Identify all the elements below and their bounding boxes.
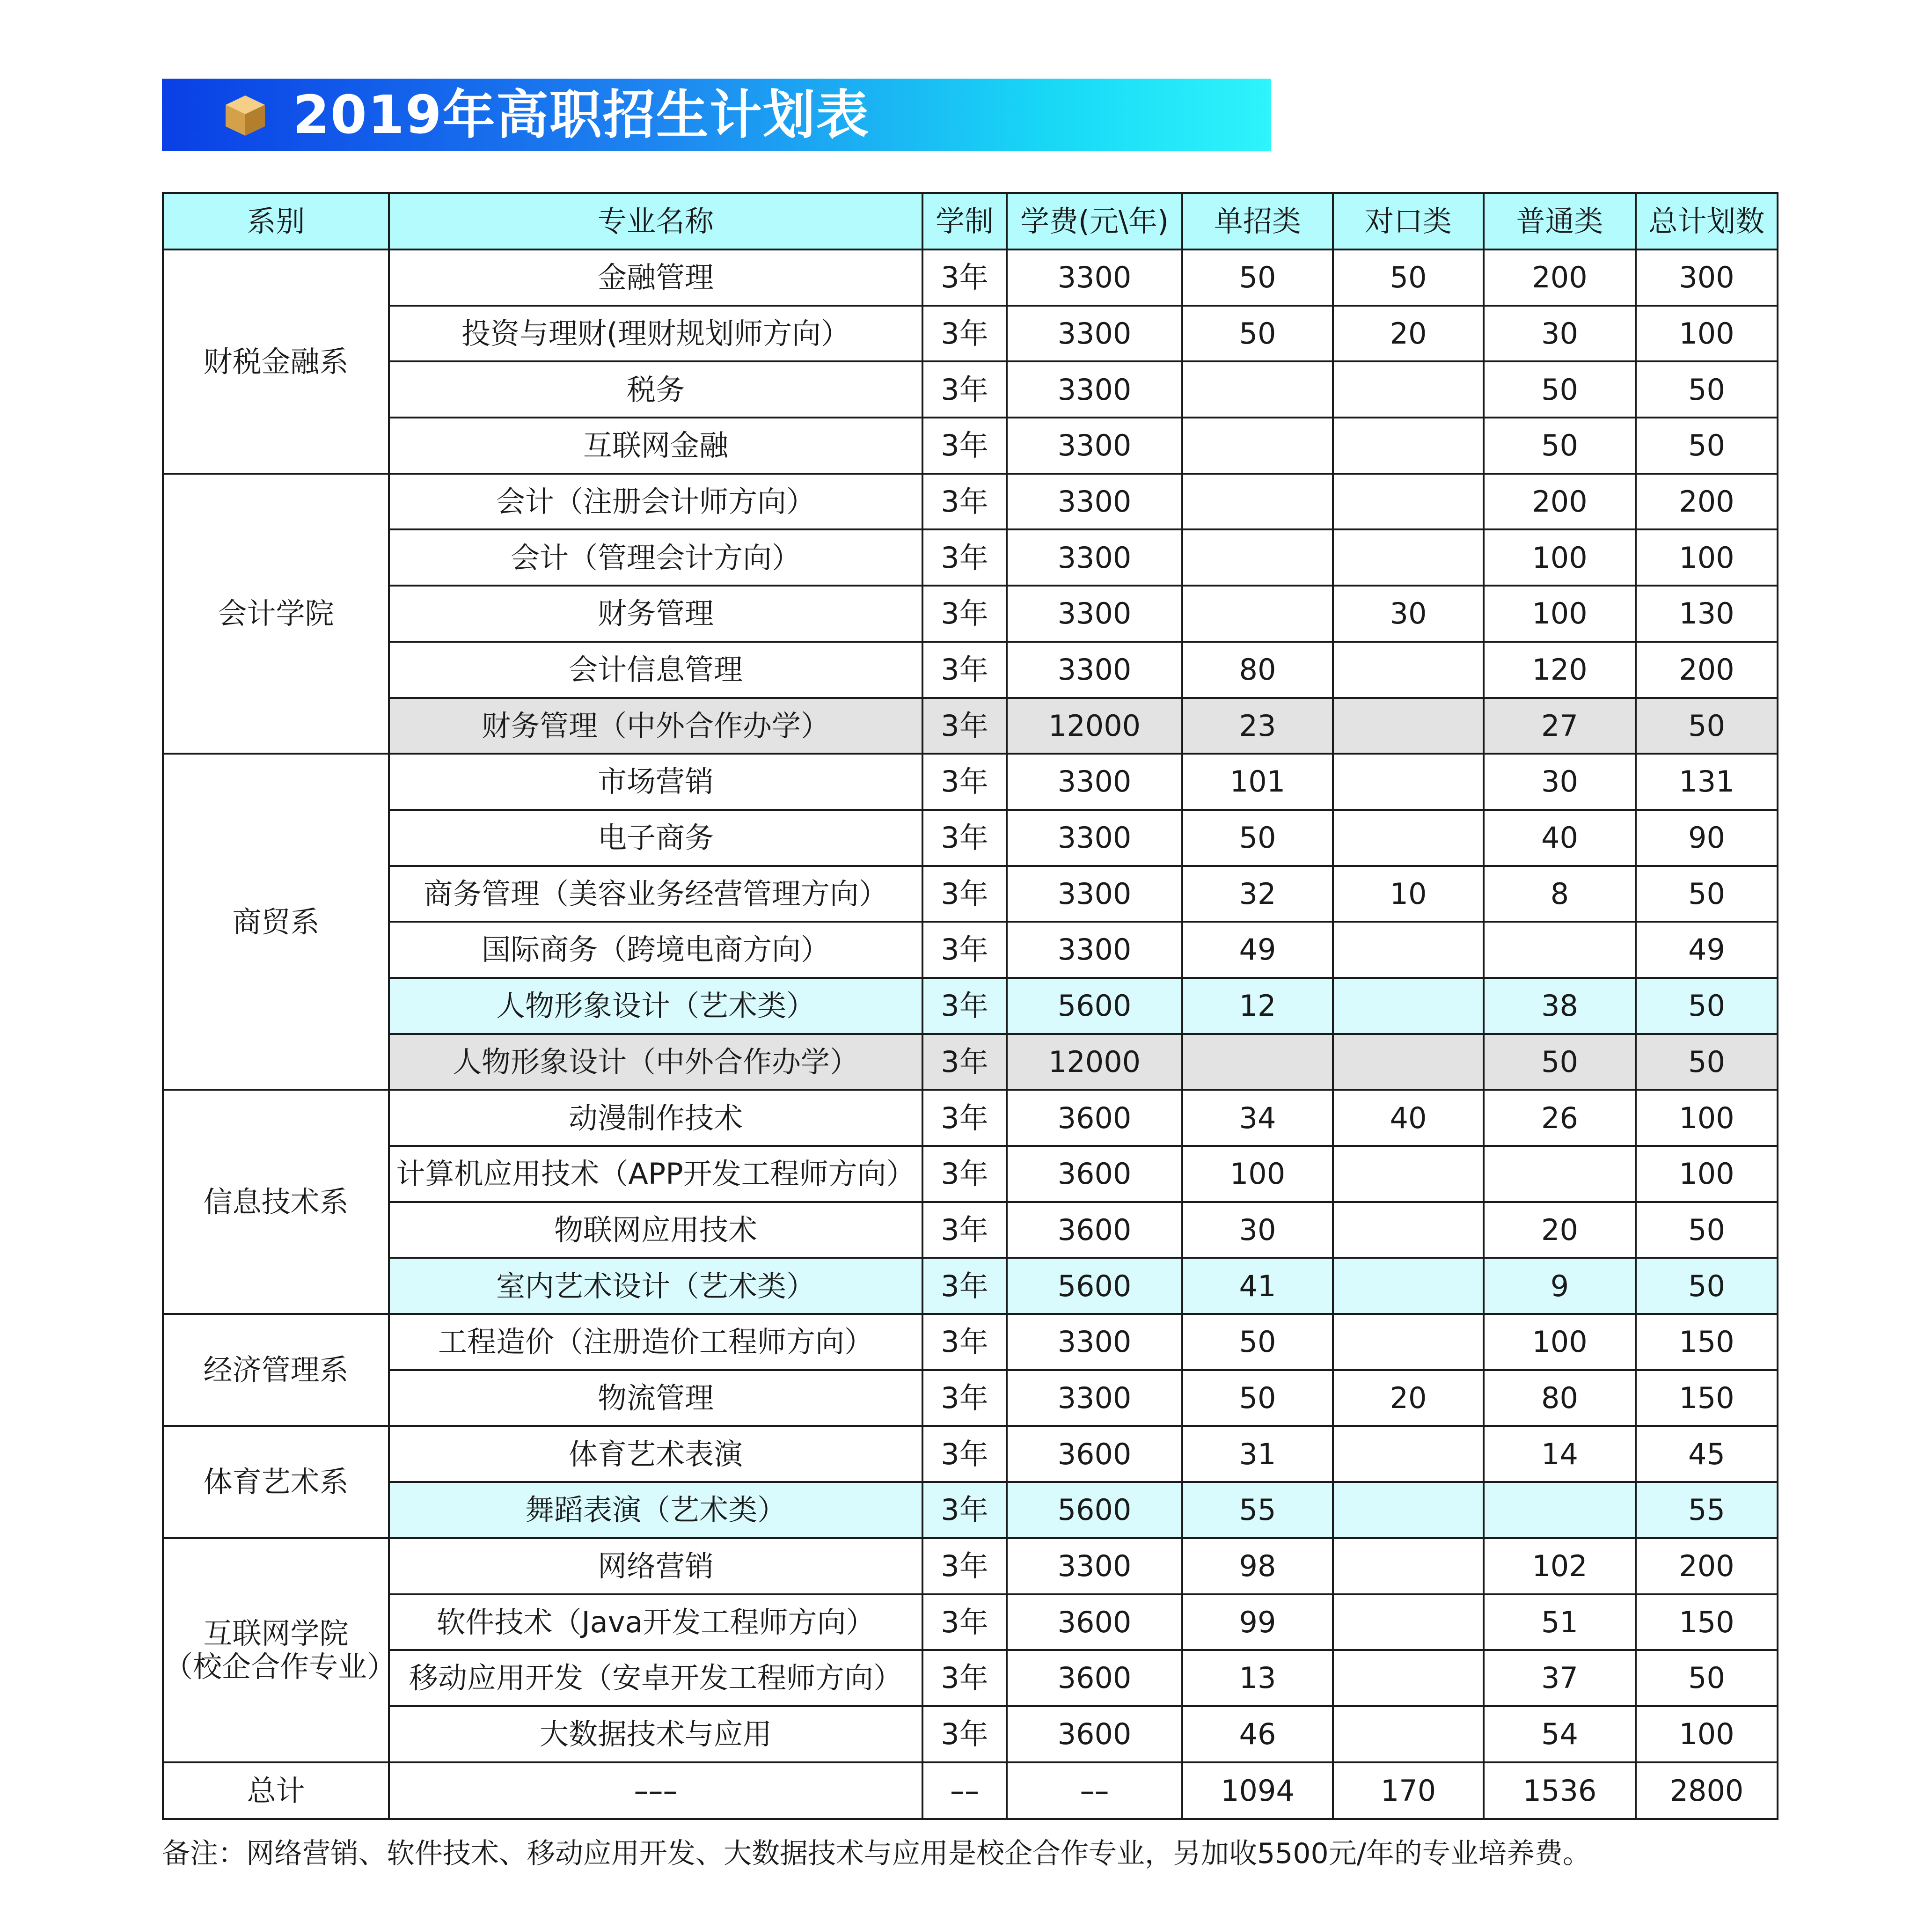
tuition-cell: 3300 [1007, 249, 1182, 306]
duration-cell: 3年 [922, 1538, 1007, 1594]
tuition-cell: 3600 [1007, 1594, 1182, 1650]
duration-cell: 3年 [922, 306, 1007, 362]
table-row [163, 1314, 1778, 1370]
single-enroll-cell: 34 [1182, 1090, 1333, 1146]
vocational-cell [1333, 642, 1484, 698]
major-name-cell: 会计（管理会计方向） [389, 529, 922, 586]
table-row [163, 1370, 1778, 1426]
vocational-cell [1333, 1202, 1484, 1258]
table-row [163, 1426, 1778, 1482]
major-name-cell: 投资与理财(理财规划师方向） [389, 306, 922, 362]
total-plan-cell: 100 [1636, 1706, 1778, 1762]
major-name-cell: 工程造价（注册造价工程师方向） [389, 1314, 922, 1370]
tuition-cell: 3300 [1007, 922, 1182, 978]
vocational-cell [1333, 474, 1484, 530]
single-enroll-cell [1182, 586, 1333, 642]
vocational-cell [1333, 754, 1484, 810]
major-name-cell: 财务管理（中外合作办学） [389, 698, 922, 754]
duration-cell: 3年 [922, 1146, 1007, 1202]
table-row [163, 361, 1778, 418]
totals-years-cell: –– [922, 1762, 1007, 1819]
major-name-cell: 金融管理 [389, 249, 922, 306]
major-name-cell: 舞蹈表演（艺术类） [389, 1482, 922, 1538]
vocational-cell: 50 [1333, 249, 1484, 306]
table-row [163, 474, 1778, 530]
vocational-cell [1333, 810, 1484, 866]
total-plan-cell: 50 [1636, 698, 1778, 754]
vocational-cell: 30 [1333, 586, 1484, 642]
total-plan-cell: 55 [1636, 1482, 1778, 1538]
major-name-cell: 人物形象设计（中外合作办学） [389, 1034, 922, 1090]
general-cell: 120 [1484, 642, 1636, 698]
vocational-cell [1333, 1706, 1484, 1762]
department-name: 互联网学院 [203, 1616, 349, 1650]
header-total-plan: 总计划数 [1636, 193, 1778, 249]
general-cell [1484, 922, 1636, 978]
tuition-cell: 3300 [1007, 418, 1182, 474]
vocational-cell [1333, 1258, 1484, 1314]
single-enroll-cell: 50 [1182, 1314, 1333, 1370]
totals-fee-cell: –– [1007, 1762, 1182, 1819]
tuition-cell: 3600 [1007, 1090, 1182, 1146]
header-row [163, 193, 1778, 249]
major-name-cell: 动漫制作技术 [389, 1090, 922, 1146]
tuition-cell: 5600 [1007, 1258, 1182, 1314]
duration-cell: 3年 [922, 361, 1007, 418]
duration-cell: 3年 [922, 1482, 1007, 1538]
general-cell: 40 [1484, 810, 1636, 866]
total-plan-cell: 130 [1636, 586, 1778, 642]
single-enroll-cell [1182, 418, 1333, 474]
table-row [163, 1146, 1778, 1202]
single-enroll-cell: 41 [1182, 1258, 1333, 1314]
total-plan-cell: 50 [1636, 418, 1778, 474]
single-enroll-cell: 99 [1182, 1594, 1333, 1650]
tuition-cell: 3300 [1007, 1538, 1182, 1594]
total-plan-cell: 100 [1636, 1146, 1778, 1202]
major-name-cell: 会计信息管理 [389, 642, 922, 698]
major-name-cell: 物流管理 [389, 1370, 922, 1426]
general-cell: 37 [1484, 1650, 1636, 1706]
header-single-enroll: 单招类 [1182, 193, 1333, 249]
vocational-cell: 40 [1333, 1090, 1484, 1146]
single-enroll-cell: 101 [1182, 754, 1333, 810]
duration-cell: 3年 [922, 642, 1007, 698]
major-name-cell: 大数据技术与应用 [389, 1706, 922, 1762]
general-cell: 30 [1484, 306, 1636, 362]
tuition-cell: 3300 [1007, 1314, 1182, 1370]
duration-cell: 3年 [922, 586, 1007, 642]
general-cell: 80 [1484, 1370, 1636, 1426]
single-enroll-cell: 13 [1182, 1650, 1333, 1706]
general-cell: 38 [1484, 978, 1636, 1034]
vocational-cell [1333, 1034, 1484, 1090]
tuition-cell: 12000 [1007, 1034, 1182, 1090]
single-enroll-cell [1182, 1034, 1333, 1090]
department-cell [163, 1426, 389, 1538]
total-plan-cell: 200 [1636, 642, 1778, 698]
general-cell: 50 [1484, 1034, 1636, 1090]
duration-cell: 3年 [922, 1594, 1007, 1650]
single-enroll-cell: 31 [1182, 1426, 1333, 1482]
single-enroll-cell: 55 [1182, 1482, 1333, 1538]
title-banner [162, 79, 1271, 151]
vocational-cell: 20 [1333, 1370, 1484, 1426]
table-row [163, 1482, 1778, 1538]
department-cell [163, 1090, 389, 1314]
major-name-cell: 商务管理（美容业务经营管理方向） [389, 866, 922, 922]
general-cell: 14 [1484, 1426, 1636, 1482]
total-plan-cell: 45 [1636, 1426, 1778, 1482]
duration-cell: 3年 [922, 810, 1007, 866]
duration-cell: 3年 [922, 1034, 1007, 1090]
department-cell [163, 1538, 396, 1762]
header-department: 系别 [163, 193, 389, 249]
duration-cell: 3年 [922, 418, 1007, 474]
totals-row [163, 1762, 1778, 1819]
department-name: 会计学院 [218, 596, 334, 631]
total-plan-cell: 300 [1636, 249, 1778, 306]
vocational-cell: 20 [1333, 306, 1484, 362]
total-plan-cell: 50 [1636, 978, 1778, 1034]
table-row [163, 1706, 1778, 1762]
totals-total-cell: 2800 [1636, 1762, 1778, 1819]
vocational-cell [1333, 418, 1484, 474]
general-cell: 51 [1484, 1594, 1636, 1650]
duration-cell: 3年 [922, 1258, 1007, 1314]
totals-major-cell: ––– [389, 1762, 922, 1819]
table-row [163, 922, 1778, 978]
duration-cell: 3年 [922, 754, 1007, 810]
general-cell: 50 [1484, 361, 1636, 418]
duration-cell: 3年 [922, 1314, 1007, 1370]
department-cell [163, 474, 389, 754]
table-row [163, 249, 1778, 306]
total-plan-cell: 131 [1636, 754, 1778, 810]
single-enroll-cell: 98 [1182, 1538, 1333, 1594]
tuition-cell: 3300 [1007, 586, 1182, 642]
single-enroll-cell: 32 [1182, 866, 1333, 922]
department-name: 体育艺术系 [203, 1465, 349, 1499]
major-name-cell: 网络营销 [389, 1538, 922, 1594]
tuition-cell: 5600 [1007, 978, 1182, 1034]
duration-cell: 3年 [922, 1426, 1007, 1482]
single-enroll-cell: 49 [1182, 922, 1333, 978]
major-name-cell: 市场营销 [389, 754, 922, 810]
tuition-cell: 3600 [1007, 1426, 1182, 1482]
general-cell: 9 [1484, 1258, 1636, 1314]
major-name-cell: 软件技术（Java开发工程师方向） [389, 1594, 922, 1650]
major-name-cell: 电子商务 [389, 810, 922, 866]
duration-cell: 3年 [922, 1706, 1007, 1762]
box-icon [222, 92, 269, 139]
general-cell: 100 [1484, 1314, 1636, 1370]
major-name-cell: 物联网应用技术 [389, 1202, 922, 1258]
vocational-cell [1333, 698, 1484, 754]
duration-cell: 3年 [922, 866, 1007, 922]
single-enroll-cell: 46 [1182, 1706, 1333, 1762]
total-plan-cell: 90 [1636, 810, 1778, 866]
vocational-cell [1333, 1650, 1484, 1706]
single-enroll-cell [1182, 361, 1333, 418]
major-name-cell: 国际商务（跨境电商方向） [389, 922, 922, 978]
table-row [163, 306, 1778, 362]
vocational-cell [1333, 922, 1484, 978]
major-name-cell: 会计（注册会计师方向） [389, 474, 922, 530]
single-enroll-cell: 50 [1182, 249, 1333, 306]
duration-cell: 3年 [922, 1202, 1007, 1258]
tuition-cell: 3300 [1007, 361, 1182, 418]
general-cell: 20 [1484, 1202, 1636, 1258]
single-enroll-cell: 50 [1182, 810, 1333, 866]
general-cell: 200 [1484, 474, 1636, 530]
table-row [163, 866, 1778, 922]
totals-pt-cell: 1536 [1484, 1762, 1636, 1819]
duration-cell: 3年 [922, 249, 1007, 306]
tuition-cell: 3300 [1007, 810, 1182, 866]
single-enroll-cell: 80 [1182, 642, 1333, 698]
department-subname: （校企合作专业） [164, 1650, 396, 1684]
total-plan-cell: 100 [1636, 306, 1778, 362]
vocational-cell [1333, 1314, 1484, 1370]
vocational-cell: 10 [1333, 866, 1484, 922]
single-enroll-cell: 50 [1182, 306, 1333, 362]
footnote: 备注：网络营销、软件技术、移动应用开发、大数据技术与应用是校企合作专业，另加收5500元/年的专业培养费。 [162, 1837, 1591, 1870]
department-cell [163, 1314, 389, 1426]
total-plan-cell: 100 [1636, 529, 1778, 586]
major-name-cell: 体育艺术表演 [389, 1426, 922, 1482]
tuition-cell: 3300 [1007, 474, 1182, 530]
vocational-cell [1333, 1594, 1484, 1650]
general-cell: 100 [1484, 586, 1636, 642]
vocational-cell [1333, 529, 1484, 586]
tuition-cell: 5600 [1007, 1482, 1182, 1538]
totals-dk-cell: 170 [1333, 1762, 1484, 1819]
single-enroll-cell: 50 [1182, 1370, 1333, 1426]
general-cell: 27 [1484, 698, 1636, 754]
single-enroll-cell [1182, 474, 1333, 530]
total-plan-cell: 200 [1636, 474, 1778, 530]
department-name: 经济管理系 [203, 1353, 349, 1387]
totals-label-cell: 总计 [163, 1762, 389, 1819]
duration-cell: 3年 [922, 922, 1007, 978]
duration-cell: 3年 [922, 698, 1007, 754]
department-name: 信息技术系 [203, 1185, 349, 1219]
tuition-cell: 3300 [1007, 529, 1182, 586]
tuition-cell: 3300 [1007, 1370, 1182, 1426]
table-row [163, 698, 1778, 754]
general-cell [1484, 1146, 1636, 1202]
enrollment-plan-table [162, 192, 1778, 1820]
tuition-cell: 3600 [1007, 1706, 1182, 1762]
table-row [163, 586, 1778, 642]
general-cell: 100 [1484, 529, 1636, 586]
major-name-cell: 财务管理 [389, 586, 922, 642]
table-row [163, 1258, 1778, 1314]
table-row [163, 418, 1778, 474]
general-cell: 26 [1484, 1090, 1636, 1146]
table-row [163, 1650, 1778, 1706]
table-row [163, 754, 1778, 810]
vocational-cell [1333, 978, 1484, 1034]
tuition-cell: 12000 [1007, 698, 1182, 754]
total-plan-cell: 200 [1636, 1538, 1778, 1594]
tuition-cell: 3600 [1007, 1202, 1182, 1258]
department-name: 财税金融系 [203, 344, 349, 379]
table-row [163, 1090, 1778, 1146]
general-cell: 50 [1484, 418, 1636, 474]
table-row [163, 529, 1778, 586]
tuition-cell: 3600 [1007, 1650, 1182, 1706]
tuition-cell: 3300 [1007, 754, 1182, 810]
header-general: 普通类 [1484, 193, 1636, 249]
table-row [163, 810, 1778, 866]
total-plan-cell: 50 [1636, 361, 1778, 418]
total-plan-cell: 50 [1636, 1034, 1778, 1090]
general-cell: 30 [1484, 754, 1636, 810]
major-name-cell: 税务 [389, 361, 922, 418]
table-row [163, 1594, 1778, 1650]
general-cell: 8 [1484, 866, 1636, 922]
vocational-cell [1333, 1538, 1484, 1594]
duration-cell: 3年 [922, 978, 1007, 1034]
table-row [163, 978, 1778, 1034]
major-name-cell: 互联网金融 [389, 418, 922, 474]
vocational-cell [1333, 1482, 1484, 1538]
single-enroll-cell: 100 [1182, 1146, 1333, 1202]
total-plan-cell: 50 [1636, 1650, 1778, 1706]
header-tuition: 学费(元\年) [1007, 193, 1182, 249]
header-major: 专业名称 [389, 193, 922, 249]
duration-cell: 3年 [922, 1650, 1007, 1706]
header-duration: 学制 [922, 193, 1007, 249]
total-plan-cell: 50 [1636, 1258, 1778, 1314]
duration-cell: 3年 [922, 1370, 1007, 1426]
general-cell: 200 [1484, 249, 1636, 306]
totals-dz-cell: 1094 [1182, 1762, 1333, 1819]
total-plan-cell: 150 [1636, 1314, 1778, 1370]
general-cell: 54 [1484, 1706, 1636, 1762]
total-plan-cell: 50 [1636, 1202, 1778, 1258]
duration-cell: 3年 [922, 474, 1007, 530]
tuition-cell: 3600 [1007, 1146, 1182, 1202]
table-row [163, 1202, 1778, 1258]
department-cell [163, 754, 389, 1090]
total-plan-cell: 150 [1636, 1370, 1778, 1426]
single-enroll-cell: 23 [1182, 698, 1333, 754]
header-vocational: 对口类 [1333, 193, 1484, 249]
department-name: 商贸系 [232, 904, 320, 939]
tuition-cell: 3300 [1007, 642, 1182, 698]
major-name-cell: 计算机应用技术（APP开发工程师方向） [389, 1146, 922, 1202]
total-plan-cell: 50 [1636, 866, 1778, 922]
vocational-cell [1333, 361, 1484, 418]
duration-cell: 3年 [922, 529, 1007, 586]
table-row [163, 642, 1778, 698]
table-row [163, 1034, 1778, 1090]
department-cell [163, 249, 389, 474]
total-plan-cell: 150 [1636, 1594, 1778, 1650]
single-enroll-cell: 12 [1182, 978, 1333, 1034]
major-name-cell: 移动应用开发（安卓开发工程师方向） [389, 1650, 922, 1706]
tuition-cell: 3300 [1007, 866, 1182, 922]
vocational-cell [1333, 1146, 1484, 1202]
general-cell [1484, 1482, 1636, 1538]
general-cell: 102 [1484, 1538, 1636, 1594]
total-plan-cell: 49 [1636, 922, 1778, 978]
page-title: 2019年高职招生计划表 [293, 84, 870, 146]
duration-cell: 3年 [922, 1090, 1007, 1146]
major-name-cell: 人物形象设计（艺术类） [389, 978, 922, 1034]
major-name-cell: 室内艺术设计（艺术类） [389, 1258, 922, 1314]
single-enroll-cell [1182, 529, 1333, 586]
single-enroll-cell: 30 [1182, 1202, 1333, 1258]
tuition-cell: 3300 [1007, 306, 1182, 362]
total-plan-cell: 100 [1636, 1090, 1778, 1146]
vocational-cell [1333, 1426, 1484, 1482]
table-row [163, 1538, 1778, 1594]
